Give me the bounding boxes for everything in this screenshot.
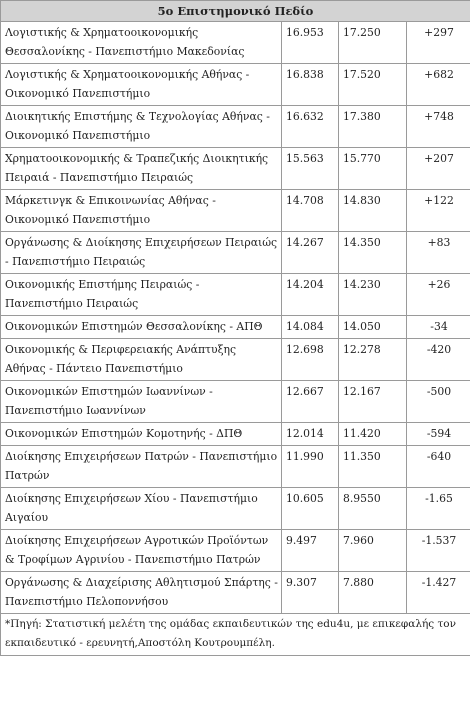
table-row <box>1 530 470 572</box>
score-first-cell: 12.698 <box>282 339 339 381</box>
score-second-cell: 7.880 <box>339 572 407 614</box>
department-name-cell: Μάρκετινγκ & Επικοινωνίας Αθήνας - Οικονομικό Πανεπιστήμιο <box>1 190 282 232</box>
score-first-cell: 12.667 <box>282 381 339 423</box>
score-first-cell: 16.838 <box>282 64 339 106</box>
score-second-cell: 12.278 <box>339 339 407 381</box>
table-row <box>1 423 470 446</box>
score-first-cell: 16.632 <box>282 106 339 148</box>
score-first-cell: 15.563 <box>282 148 339 190</box>
score-difference-cell: +748 <box>407 106 470 148</box>
footnote-row <box>1 614 470 656</box>
score-difference-cell: -640 <box>407 446 470 488</box>
table-row <box>1 316 470 339</box>
department-name-cell: Διοίκησης Επιχειρήσεων Αγροτικών Προϊόντων & Τροφίμων Αγρινίου - Πανεπιστήμιο Πατρών <box>1 530 282 572</box>
score-difference-cell: +26 <box>407 274 470 316</box>
score-difference-cell: +122 <box>407 190 470 232</box>
score-second-cell: 12.167 <box>339 381 407 423</box>
score-second-cell: 8.9550 <box>339 488 407 530</box>
table-row <box>1 488 470 530</box>
score-second-cell: 7.960 <box>339 530 407 572</box>
score-first-cell: 14.267 <box>282 232 339 274</box>
department-name-cell: Λογιστικής & Χρηματοοικονομικής Αθήνας - Οικονομικό Πανεπιστήμιο <box>1 64 282 106</box>
department-name-cell: Λογιστικής & Χρηματοοικονομικής Θεσσαλονίκης - Πανεπιστήμιο Μακεδονίας <box>1 22 282 64</box>
table-row <box>1 148 470 190</box>
score-second-cell: 17.380 <box>339 106 407 148</box>
department-name-cell: Οικονομικής Επιστήμης Πειραιώς - Πανεπιστήμιο Πειραιώς <box>1 274 282 316</box>
score-first-cell: 11.990 <box>282 446 339 488</box>
department-name-cell: Οργάνωσης & Διοίκησης Επιχειρήσεων Πειραιώς - Πανεπιστήμιο Πειραιώς <box>1 232 282 274</box>
score-difference-cell: -1.65 <box>407 488 470 530</box>
score-second-cell: 17.520 <box>339 64 407 106</box>
table-row <box>1 190 470 232</box>
table-row <box>1 232 470 274</box>
score-second-cell: 11.350 <box>339 446 407 488</box>
score-second-cell: 14.230 <box>339 274 407 316</box>
table-row <box>1 446 470 488</box>
score-second-cell: 14.050 <box>339 316 407 339</box>
department-name-cell: Χρηματοοικονομικής & Τραπεζικής Διοικητικής Πειραιά - Πανεπιστήμιο Πειραιώς <box>1 148 282 190</box>
department-name-cell: Οικονομικής & Περιφερειακής Ανάπτυξης Αθήνας - Πάντειο Πανεπιστήμιο <box>1 339 282 381</box>
score-difference-cell: +297 <box>407 22 470 64</box>
score-difference-cell: -420 <box>407 339 470 381</box>
score-difference-cell: +682 <box>407 64 470 106</box>
department-name-cell: Οργάνωσης & Διαχείρισης Αθλητισμού Σπάρτης - Πανεπιστήμιο Πελοποννήσου <box>1 572 282 614</box>
score-difference-cell: -594 <box>407 423 470 446</box>
score-first-cell: 10.605 <box>282 488 339 530</box>
department-name-cell: Διοίκησης Επιχειρήσεων Πατρών - Πανεπιστήμιο Πατρών <box>1 446 282 488</box>
score-second-cell: 15.770 <box>339 148 407 190</box>
score-difference-cell: +207 <box>407 148 470 190</box>
score-difference-cell: -500 <box>407 381 470 423</box>
score-first-cell: 14.204 <box>282 274 339 316</box>
table-row <box>1 339 470 381</box>
score-second-cell: 14.350 <box>339 232 407 274</box>
table-title: 5ο Επιστημονικό Πεδίο <box>1 1 470 22</box>
source-footnote: *Πηγή: Στατιστική μελέτη της ομάδας εκπαιδευτικών της edu4u, με επικεφαλής τον εκπαιδευτικό - ερευνητή,Αποστόλη Κουτρουμπέλη. <box>1 614 470 656</box>
score-first-cell: 16.953 <box>282 22 339 64</box>
department-name-cell: Διοικητικής Επιστήμης & Τεχνολογίας Αθήνας - Οικονομικό Πανεπιστήμιο <box>1 106 282 148</box>
table-row <box>1 274 470 316</box>
score-first-cell: 14.084 <box>282 316 339 339</box>
score-first-cell: 9.497 <box>282 530 339 572</box>
table-row <box>1 106 470 148</box>
score-difference-cell: -1.427 <box>407 572 470 614</box>
department-name-cell: Οικονομικών Επιστημών Κομοτηνής - ΔΠΘ <box>1 423 282 446</box>
table-title-row <box>1 1 470 22</box>
score-difference-cell: -34 <box>407 316 470 339</box>
table-row <box>1 64 470 106</box>
score-second-cell: 11.420 <box>339 423 407 446</box>
score-first-cell: 9.307 <box>282 572 339 614</box>
score-second-cell: 17.250 <box>339 22 407 64</box>
score-difference-cell: +83 <box>407 232 470 274</box>
department-name-cell: Οικονομικών Επιστημών Θεσσαλονίκης - ΑΠΘ <box>1 316 282 339</box>
table-row <box>1 572 470 614</box>
department-name-cell: Οικονομικών Επιστημών Ιωαννίνων - Πανεπιστήμιο Ιωαννίνων <box>1 381 282 423</box>
score-second-cell: 14.830 <box>339 190 407 232</box>
table-row <box>1 381 470 423</box>
score-first-cell: 14.708 <box>282 190 339 232</box>
table-row <box>1 22 470 64</box>
score-difference-cell: -1.537 <box>407 530 470 572</box>
table-body <box>1 22 470 614</box>
score-first-cell: 12.014 <box>282 423 339 446</box>
department-name-cell: Διοίκησης Επιχειρήσεων Χίου - Πανεπιστήμιο Αιγαίου <box>1 488 282 530</box>
